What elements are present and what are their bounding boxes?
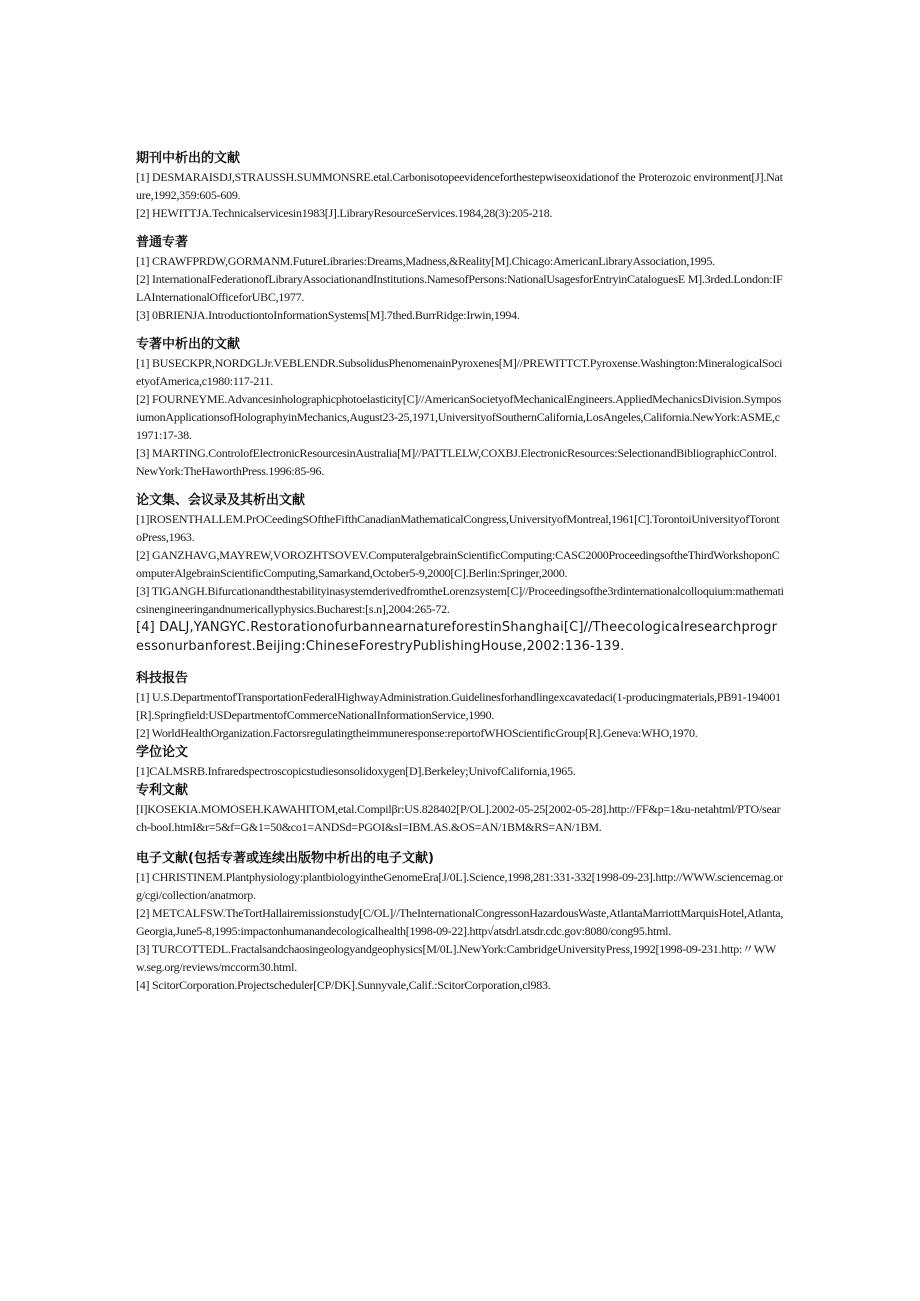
reference-entry: [2] HEWITTJA.Technicalservicesin1983[J].LibraryResourceServices.1984,28(3):205-218. [136,206,553,220]
section-proceedings [136,492,784,656]
reference-entry: [3] 0BRIENJA.IntroductiontoInformationSystems[M].7thed.BurrRidge:Irwin,1994. [136,308,520,322]
section-technical-reports [136,670,784,742]
reference-entry: [1]ROSENTHALLEM.PrOCeedingSOftheFifthCanadianMathematicalCongress,UniversityofMontreal,1961[C].TorontoiUniversityofTorontoPress,1963. [136,512,780,544]
reference-entry: [3] MARTING.ControlofElectronicResourcesinAustralia[M]//PATTLELW,COXBJ.ElectronicResources:SelectionandBibliographicControl.NewYork:TheHaworthPress.1996:85-96. [136,446,777,478]
spacer [136,324,784,336]
section-theses [136,744,784,780]
reference-entry: [3] TURCOTTEDL.Fractalsandchaosingeologyandgeophysics[M/0L].NewYork:CambridgeUniversityPress,1992[1998-09-231.http:〃WWw.seg.org/reviews/mccorm30.html. [136,942,776,974]
reference-entry: [2] FOURNEYME.Advancesinholographicphotoelasticity[C]//AmericanSocietyofMechanicalEngineers.AppliedMechanicsDivision.SymposiumonApplicationsofHolographyinMechanics,August23-25,1971,UniversityofSouthernCalifornia,LosAngeles,California.NewYork:ASME,c1971:17-38. [136,392,782,442]
section-heading: 专利文献 [136,783,189,798]
reference-entry: [2] METCALFSW.TheTortHallairemissionstudy[C/OL]//TheInternationalCongressonHazardousWaste,AtlantaMarriottMarquisHotel,Atlanta,Georgia,June5-8,1995:impactonhumanandecologicalhealth[1998-09-22].http√atsdrl.atsdr.cdc.gov:8080/cong95.html. [136,906,784,938]
section-electronic-documents [136,850,784,994]
entry-list [136,868,784,994]
reference-entry: [2] WorldHealthOrganization.Factorsregulatingtheimmuneresponse:reportofWHOScientificGroup[R].Geneva:WHO,1970. [136,726,698,740]
reference-entry: [4] DALJ,YANGYC.RestorationofurbannearnatureforestinShanghai[C]//Theecologicalresearchprogressonurbanforest.Beijing:ChineseForestryPublishingHouse,2002:136-139. [136,620,778,654]
reference-entry: [1] CRAWFPRDW,GORMANM.FutureLibraries:Dreams,Madness,&Reality[M].Chicago:AmericanLibraryAssociation,1995. [136,254,715,268]
reference-entry: [I]KOSEKIA.MOMOSEH.KAWAHITOM,etal.Compilβr:US.828402[P/OL].2002-05-25[2002-05-28].http://FF&p=1&u-netahtml/PTO/search-booI.htmI&r=5&f=G&1=50&co1=ANDSd=PGOI&sI=IBM.AS.&OS=AN/1BM&RS=AN/1BM. [136,802,781,834]
spacer [136,656,784,670]
entry-list [136,510,784,656]
section-patents [136,782,784,836]
reference-entry: [1] DESMARAISDJ,STRAUSSH.SUMMONSRE.etal.Carbonisotopeevidenceforthestepwiseoxidationof the Proterozoic environment[J].Nature,1992,359:605-609. [136,170,783,202]
reference-entry: [4] ScitorCorporation.Projectscheduler[CP/DK].Sunnyvale,Calif.:ScitorCorporation,cl983. [136,978,551,992]
reference-entry: [1] BUSECKPR,NORDGLJr.VEBLENDR.SubsolidusPhenomenainPyroxenes[M]//PREWITTCT.Pyroxense.Washington:MineralogicalSocietyofAmerica,c1980:117-211. [136,356,783,388]
spacer [136,836,784,850]
reference-document [136,150,784,994]
entry-list [136,688,784,742]
section-heading: 科技报告 [136,671,189,686]
section-heading: 学位论文 [136,745,189,760]
entry-list [136,800,784,836]
reference-entry: [1] CHRISTINEM.Plantphysiology:plantbiologyintheGenomeEra[J/0L].Science,1998,281:331-332[1998-09-23].http://WWW.sciencemag.org/cgi/collection/anatmorp. [136,870,783,902]
section-monograph-chapters [136,336,784,480]
section-heading: 论文集、会议录及其析出文献 [136,493,306,508]
reference-entry: [2] InternationalFederationofLibraryAssociationandInstitutions.NamesofPersons:NationalUsagesforEntryinCataloguesE M].3rded.London:IFLAInternationalOfficeforUBC,1977. [136,272,783,304]
entry-list [136,252,784,324]
entry-list [136,354,784,480]
reference-entry: [1] U.S.DepartmentofTransportationFederalHighwayAdministration.Guidelinesforhandlingexcavatedaci(1-producingmaterials,PB91-194001[R].Springfield:USDepartmentofCommerceNationalInformationService,1990. [136,690,781,722]
reference-entry: [1]CALMSRB.Infraredspectroscopicstudiesonsolidoxygen[D].Berkeley;UnivofCalifornia,1965. [136,764,576,778]
section-journal-articles [136,150,784,222]
entry-list [136,168,784,222]
section-heading: 期刊中析出的文献 [136,151,241,166]
section-monographs [136,234,784,324]
section-heading: 专著中析出的文献 [136,337,241,352]
section-heading: 普通专著 [136,235,189,250]
reference-entry: [3] TIGANGH.BifurcationandthestabilityinasystemderivedfromtheLorenzsystem[C]//Proceedingsofthe3rdinternationalcolloquium:mathematicsinengineeringandnumericallyphysics.Bucharest:[s.n],2004:265-72. [136,584,784,616]
spacer [136,480,784,492]
spacer [136,222,784,234]
entry-list [136,762,784,780]
section-heading: 电子文献(包括专著或连续出版物中析出的电子文献) [136,851,434,866]
reference-entry: [2] GANZHAVG,MAYREW,VOROZHTSOVEV.ComputeralgebrainScientificComputing:CASC2000ProceedingsoftheThirdWorkshoponComputerAlgebrainScientificComputing,Samarkand,October5-9,2000[C].Berlin:Springer,2000. [136,548,780,580]
